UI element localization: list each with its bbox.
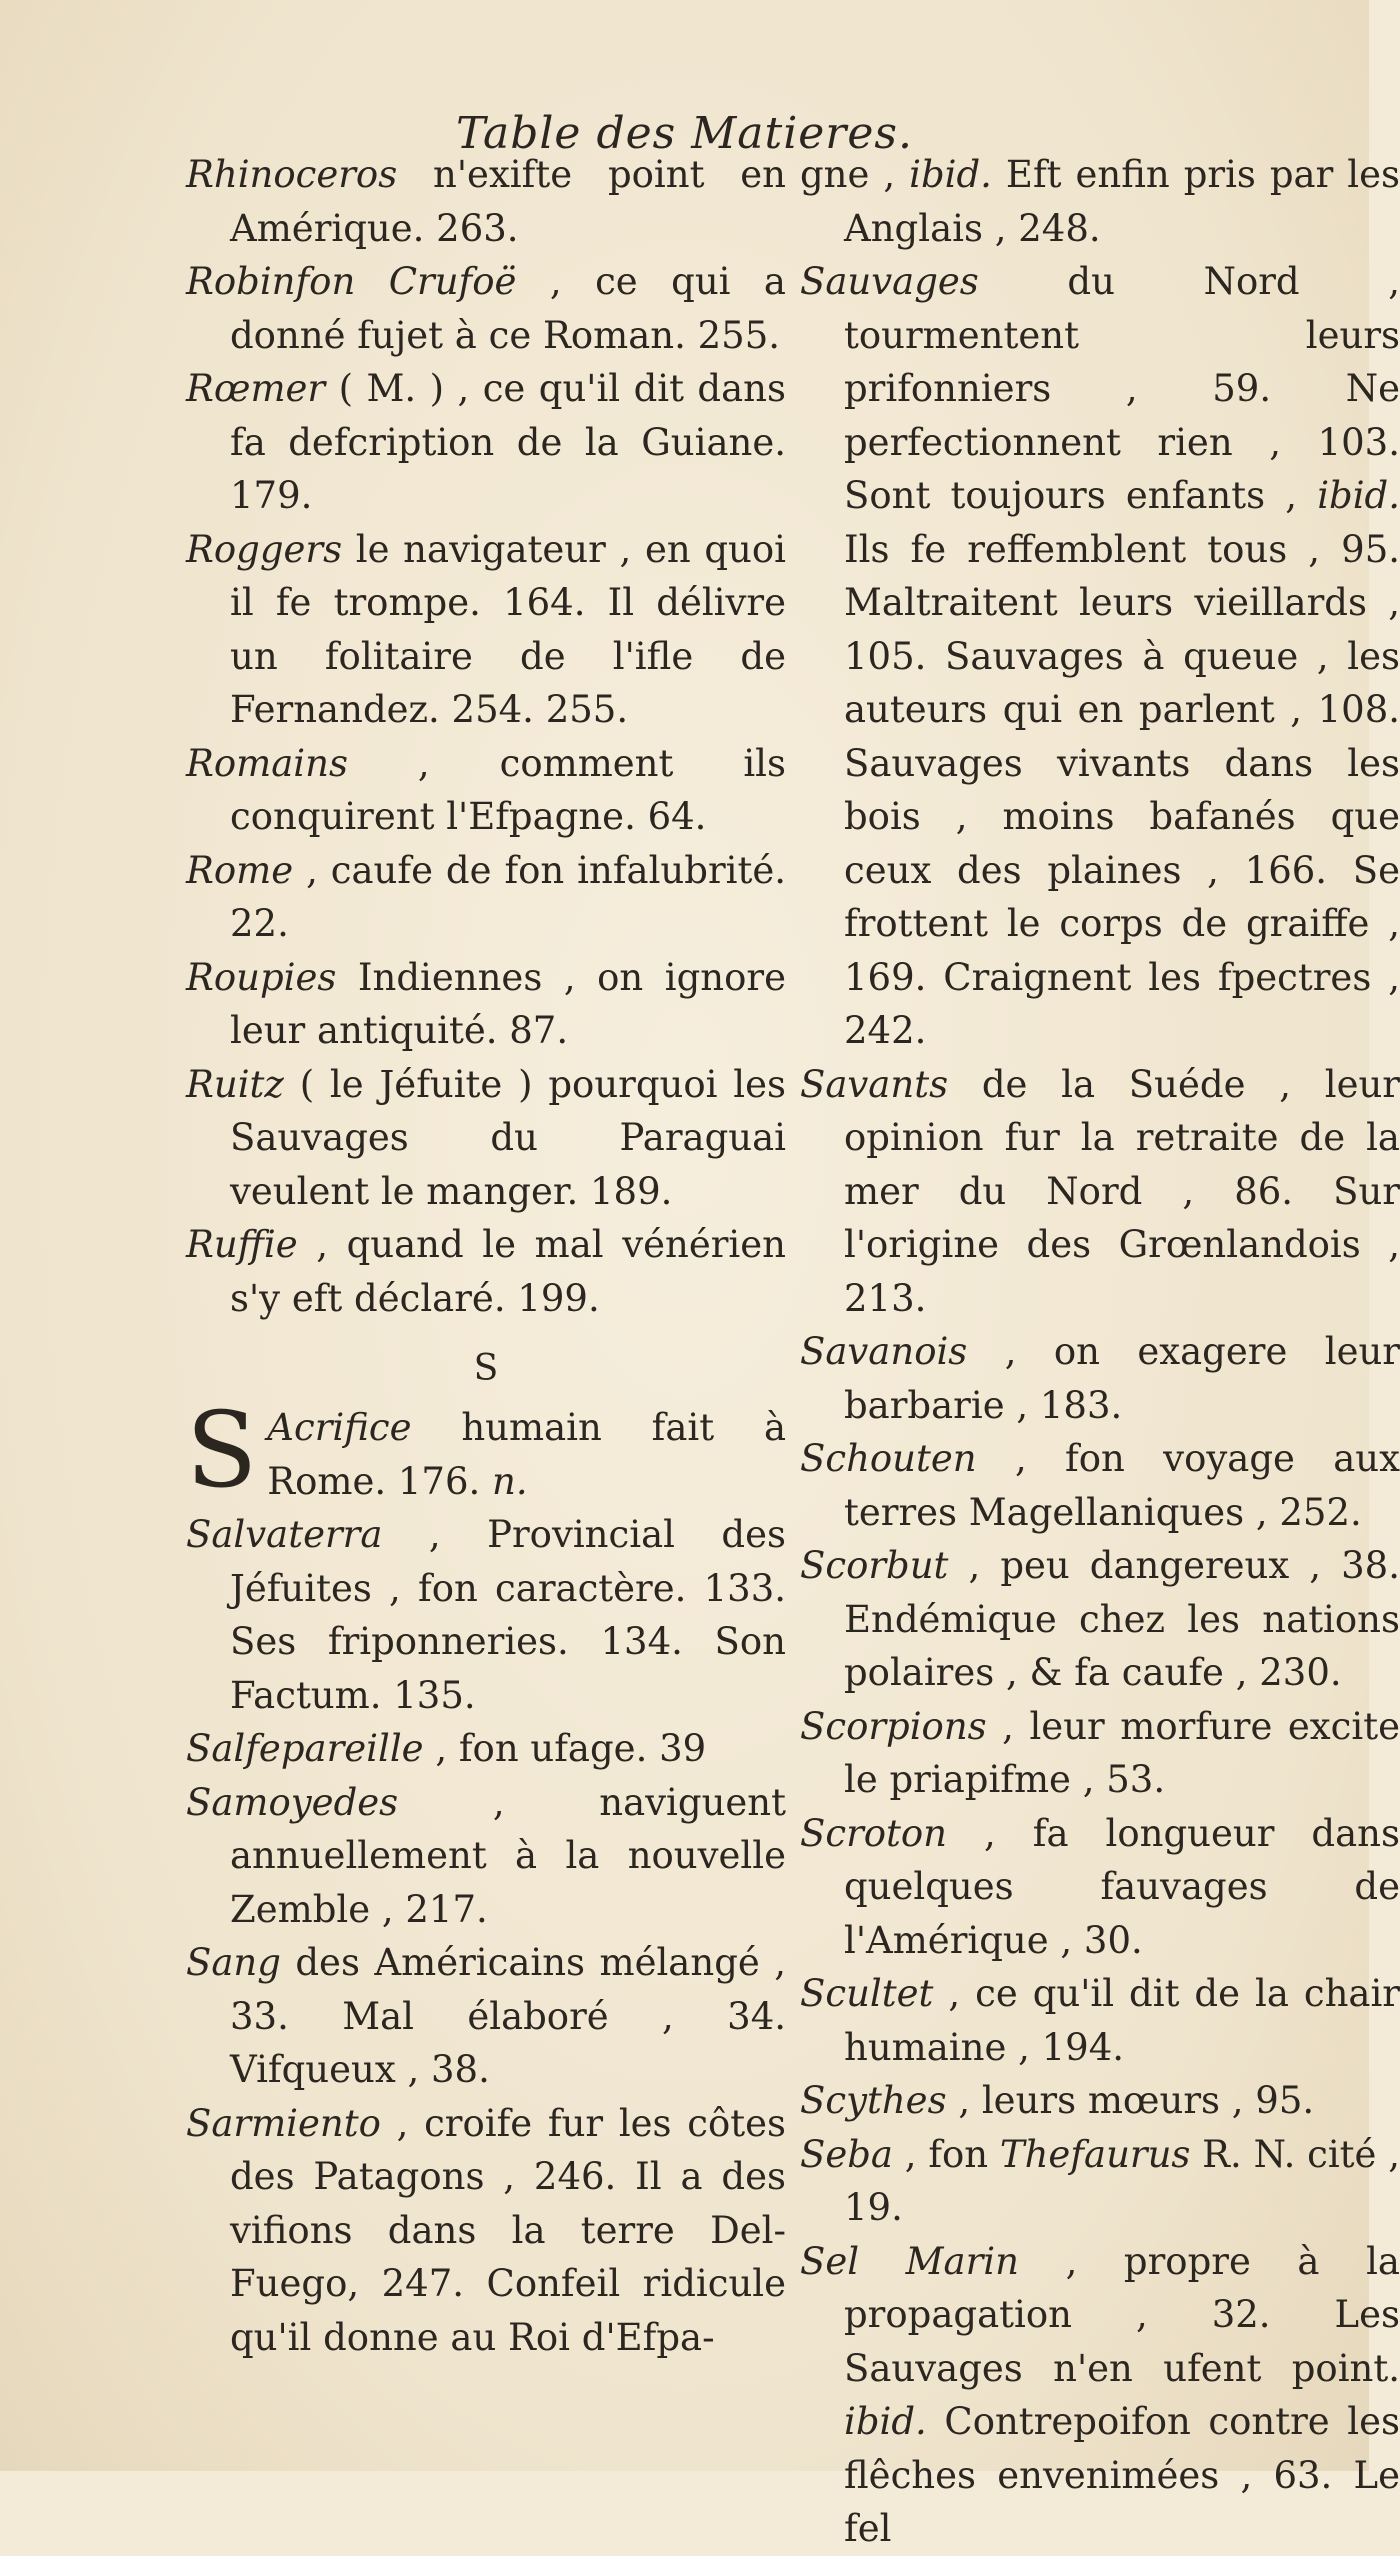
index-entry bbox=[800, 1539, 1400, 1700]
entry-term: Roggers bbox=[186, 527, 343, 571]
index-entry bbox=[800, 255, 1400, 1058]
entry-text: , naviguent annuellement à la nouvelle Zemble , 217. bbox=[230, 1780, 786, 1931]
entry-text: des Américains mélangé , 33. Mal élaboré , 34. Vifqueux , 38. bbox=[230, 1941, 786, 2091]
index-entry bbox=[800, 2074, 1400, 2128]
entry-text: du Nord , tourmentent leurs prifonniers , 59. Ne perfectionnent rien , 103. Sont toujours enfants , bbox=[844, 260, 1400, 517]
index-entry bbox=[186, 951, 786, 1058]
entry-term: Sarmiento bbox=[186, 2101, 381, 2145]
index-entry bbox=[800, 1807, 1400, 1968]
entry-term: Salfepareille bbox=[186, 1727, 424, 1770]
index-entry bbox=[800, 2128, 1400, 2235]
entry-text: , caufe de fon infalubrité. 22. bbox=[230, 848, 786, 945]
index-entry bbox=[186, 1936, 786, 2097]
entry-term: Sauvages bbox=[800, 260, 979, 303]
entry-text: ( le Jéfuite ) pourquoi les Sauvages du Paraguai veulent le manger. 189. bbox=[230, 1062, 786, 1213]
entry-term: Samoyedes bbox=[186, 1780, 399, 1824]
entry-term: Sang bbox=[186, 1941, 281, 1984]
section-heading: S bbox=[473, 1348, 499, 1389]
entry-term: Salvaterra bbox=[186, 1513, 383, 1556]
index-entry bbox=[186, 1218, 786, 1325]
index-entry bbox=[800, 1058, 1400, 1326]
entry-term: Acrifice bbox=[267, 1406, 412, 1449]
entry-citation: ibid. bbox=[844, 2400, 927, 2443]
entry-text: , fon bbox=[893, 2132, 1000, 2176]
entry-citation: ibid. bbox=[909, 153, 992, 196]
index-entry bbox=[186, 523, 786, 737]
entry-term: Robinfon Crufoë bbox=[186, 260, 517, 303]
entry-term: Rœmer bbox=[186, 367, 326, 410]
entry-term: Rome bbox=[186, 848, 294, 892]
entry-text: humain fait à Rome. 176. bbox=[267, 1406, 786, 1503]
index-entry bbox=[186, 737, 786, 844]
entry-text-continued: Contrepoifon contre les flêches envenimées , 63. Le fel bbox=[844, 2400, 1400, 2550]
entry-term: Ruitz bbox=[186, 1062, 284, 1106]
entry-text: , comment ils conquirent l'Efpagne. 64. bbox=[230, 741, 786, 838]
entry-list-before-section bbox=[186, 148, 786, 1325]
index-entry bbox=[800, 1967, 1400, 2074]
entry-text: , on exagere leur barbarie , 183. bbox=[844, 1330, 1400, 1427]
index-entry bbox=[186, 2097, 786, 2365]
entry-term: Schouten bbox=[800, 1437, 977, 1480]
entry-text: n'exifte point en Amérique. 263. bbox=[230, 153, 786, 250]
entry-term: Sel Marin bbox=[800, 2239, 1019, 2283]
index-entry bbox=[800, 1432, 1400, 1539]
entry-text: , ce qui a donné fujet à ce Roman. 255. bbox=[230, 260, 786, 357]
entry-term: Savanois bbox=[800, 1330, 968, 1373]
entry-term: Rhinoceros bbox=[186, 153, 398, 196]
entry-note: n. bbox=[480, 1459, 528, 1503]
index-entry bbox=[800, 2235, 1400, 2556]
index-entry bbox=[186, 1508, 786, 1722]
entry-text: , fon voyage aux terres Magellaniques , 252. bbox=[844, 1437, 1400, 1534]
entry-text: , Provincial des Jéfuites , fon caractère. 133. Ses friponneries. 134. Son Factum. 135. bbox=[230, 1513, 786, 1717]
entry-text: ( M. ) , ce qu'il dit dans fa defcription de la Guiane. 179. bbox=[230, 367, 786, 517]
index-entry bbox=[186, 362, 786, 523]
entry-text: , croife fur les côtes des Patagons , 246. Il a des vifions dans la terre Del-Fuego, 247. Confeil ridicule qu'il donne au Roi d'Efpa- bbox=[230, 2101, 786, 2359]
entry-term: Romains bbox=[186, 741, 348, 785]
entry-list-right bbox=[800, 148, 1400, 2556]
entry-text: , quand le mal vénérien s'y eft déclaré. 199. bbox=[230, 1223, 786, 1320]
entry-term: Scroton bbox=[800, 1811, 948, 1855]
entry-text: , peu dangereux , 38. Endémique chez les nations polaires , & fa caufe , 230. bbox=[844, 1544, 1400, 1694]
entry-text: , fa longueur dans quelques fauvages de l'Amérique , 30. bbox=[844, 1811, 1400, 1962]
index-entry bbox=[800, 148, 1400, 255]
entry-text-continued: Ils fe reffemblent tous , 95. Maltraitent leurs vieillards , 105. Sauvages à queue , les auteurs qui en parlent , 108. Sauvages vivants dans les bois , moins bafanés que ceux des plaines , 166. Se frottent le corps de graiffe , 169. Craignent les fpectres , 242. bbox=[844, 527, 1400, 1052]
right-column bbox=[800, 148, 1400, 2556]
left-column bbox=[186, 148, 786, 2364]
entry-text: , leur morfure excite le priapifme , 53. bbox=[844, 1704, 1400, 1801]
entry-text: de la Suéde , leur opinion fur la retraite de la mer du Nord , 86. Sur l'origine des Grœnlandois , 213. bbox=[844, 1062, 1400, 1320]
entry-term: Scorbut bbox=[800, 1544, 949, 1587]
entry-term: Scultet bbox=[800, 1972, 934, 2015]
entry-term: Savants bbox=[800, 1062, 949, 1106]
entry-citation: Thefaurus bbox=[999, 2132, 1191, 2176]
entry-citation: ibid. bbox=[1317, 474, 1400, 517]
entry-text: , ce qu'il dit de la chair humaine , 194. bbox=[844, 1972, 1400, 2069]
running-header: Table des Matieres. bbox=[456, 108, 913, 159]
entry-text: le navigateur , en quoi il fe trompe. 164. Il délivre un folitaire de l'ifle de Fernandez. 254. 255. bbox=[230, 527, 786, 731]
entry-text: , fon ufage. 39 bbox=[423, 1727, 707, 1770]
index-entry bbox=[800, 1325, 1400, 1432]
entry-text: , propre à la propagation , 32. Les Sauvages n'en ufent point. bbox=[844, 2239, 1400, 2390]
index-entry bbox=[186, 148, 786, 255]
index-entry bbox=[800, 1700, 1400, 1807]
dropcap-entry bbox=[186, 1389, 786, 1511]
index-entry bbox=[186, 844, 786, 951]
entry-text: , leurs mœurs , 95. bbox=[946, 2079, 1315, 2122]
index-entry bbox=[186, 1722, 786, 1776]
entry-text: gne , bbox=[800, 153, 910, 196]
entry-text-continued: Eft enfin pris par les Anglais , 248. bbox=[844, 153, 1400, 250]
entry-term: Roupies bbox=[186, 955, 337, 999]
entry-term: Seba bbox=[800, 2132, 893, 2176]
entry-term: Scorpions bbox=[800, 1704, 987, 1748]
entry-term: Scythes bbox=[800, 2079, 947, 2122]
entry-text: Indiennes , on ignore leur antiquité. 87. bbox=[230, 955, 786, 1052]
index-entry bbox=[186, 255, 786, 362]
entry-text-continued: R. N. cité , 19. bbox=[844, 2132, 1400, 2229]
index-entry bbox=[186, 1058, 786, 1219]
index-entry bbox=[186, 1776, 786, 1937]
drop-cap-initial: S bbox=[186, 1389, 258, 1511]
entry-list-after-section bbox=[186, 1508, 786, 2364]
entry-term: Ruffie bbox=[186, 1223, 298, 1266]
